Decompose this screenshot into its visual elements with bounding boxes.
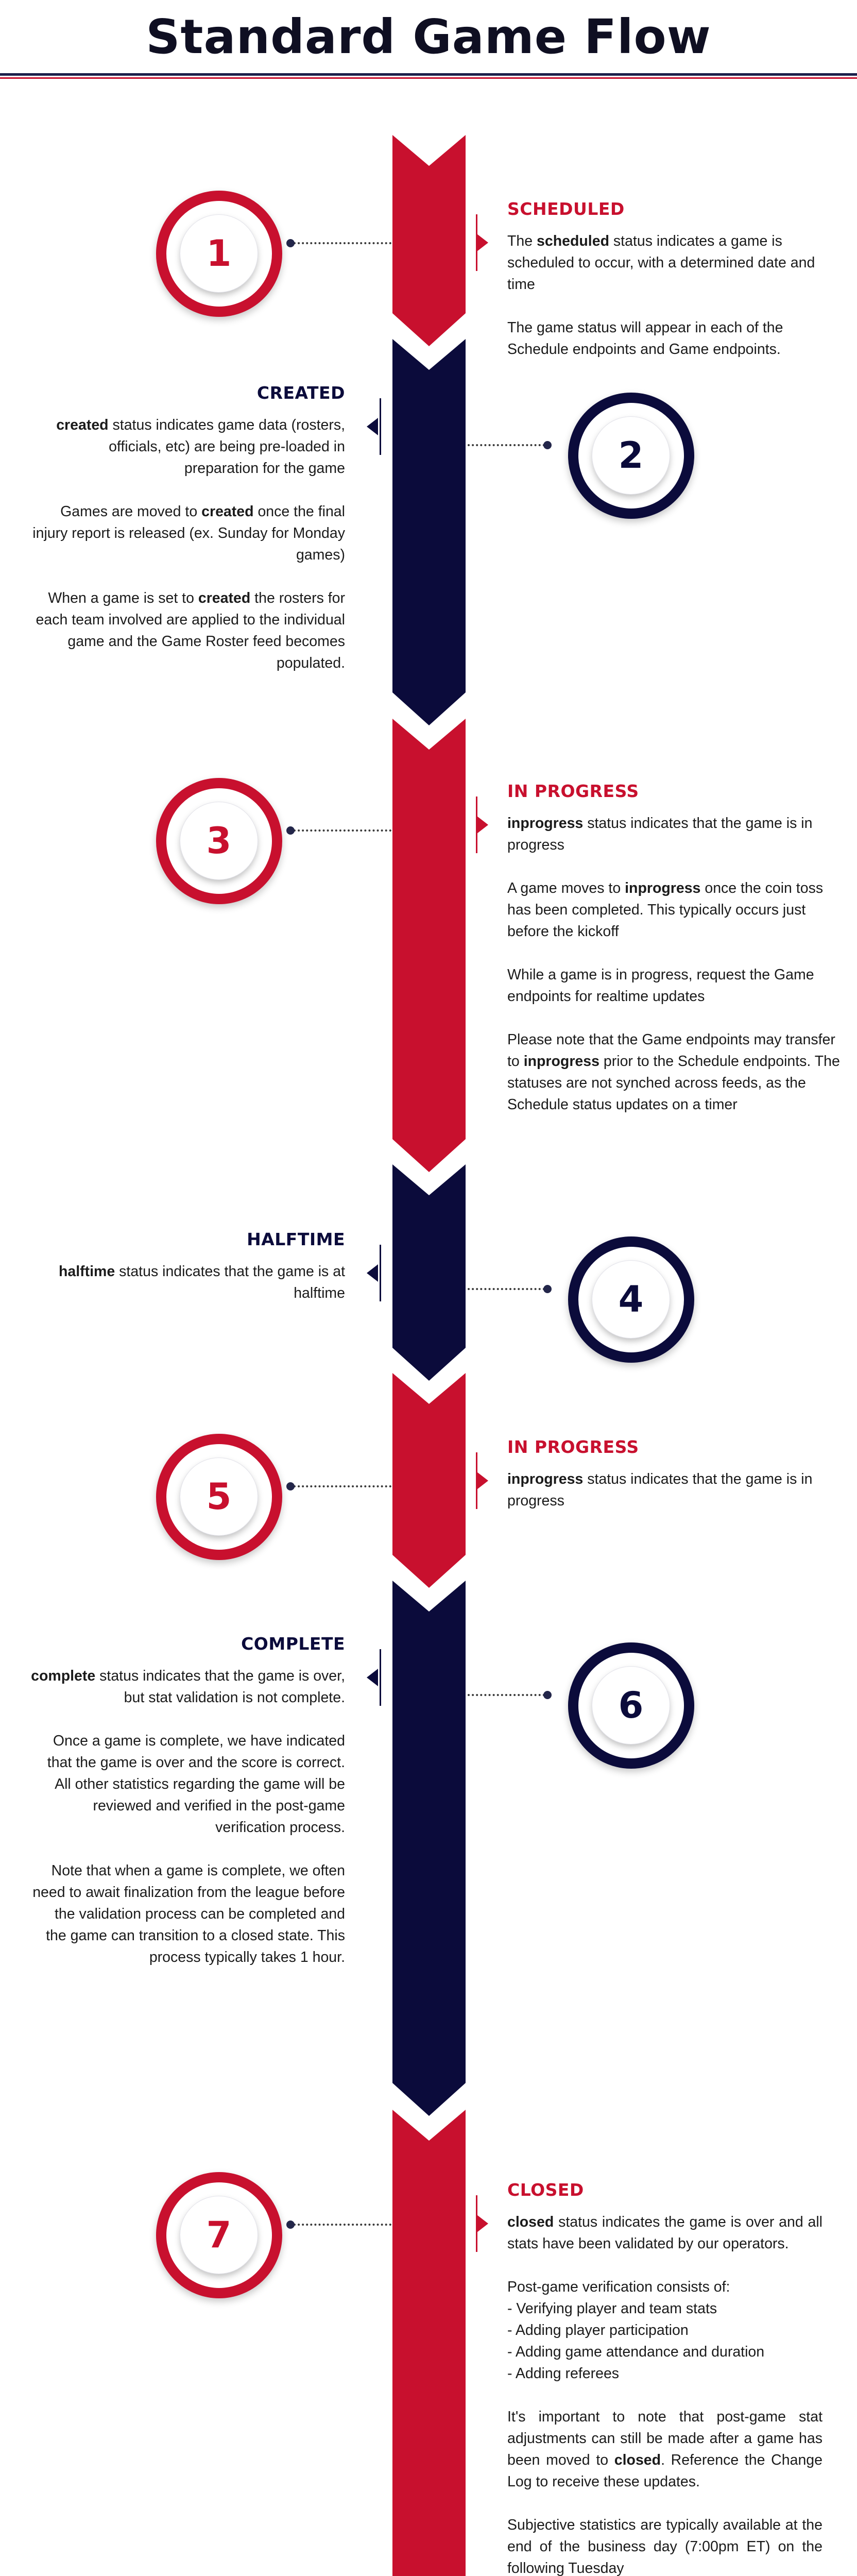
status-keyword: closed: [614, 2452, 661, 2468]
status-keyword: closed: [507, 2214, 554, 2230]
step-paragraph: Once a game is complete, we have indicated that the game is over and the score is correct. All other statistics regarding the game will be reviewed and verified in the post-game verification process.: [47, 1733, 345, 1836]
step-heading: COMPLETE: [241, 1634, 345, 1654]
status-keyword: scheduled: [537, 233, 609, 249]
step-number: 7: [180, 2196, 258, 2274]
pointer-arrow: [367, 418, 378, 435]
connector-dot: [543, 441, 552, 449]
step-number: 3: [180, 802, 258, 879]
spine-chevron-7: [392, 2110, 466, 2576]
connector-dot: [286, 826, 295, 835]
pointer-arrow: [477, 234, 488, 251]
connector-dot: [286, 2221, 295, 2229]
connector-line: [294, 2224, 391, 2226]
pointer-arrow: [477, 1472, 488, 1489]
step-heading: IN PROGRESS: [507, 781, 639, 801]
step-number: 1: [180, 215, 258, 292]
pointer-arrow: [477, 2215, 488, 2232]
step-circle-6: [568, 1642, 694, 1769]
step-paragraph: Note that when a game is complete, we often need to await finalization from the league before the validation process can be completed and the game can transition to a closed state. This process typically takes 1 hour.: [32, 1862, 345, 1965]
step-text-4: [31, 1229, 345, 1304]
connector-line: [468, 1694, 545, 1696]
step-text-3: [507, 781, 842, 1115]
step-heading: CLOSED: [507, 2180, 584, 2200]
step-paragraph: closed status indicates the game is over and all stats have been validated by our operators.: [507, 2214, 822, 2252]
step-paragraph: The game status will appear in each of the Schedule endpoints and Game endpoints.: [507, 319, 783, 358]
step-text-1: [507, 198, 842, 360]
step-circle-7: [156, 2172, 282, 2298]
step-text-7: [507, 2179, 822, 2576]
step-paragraph: When a game is set to created the rosters for each team involved are applied to the individual game and the Game Roster feed becomes populated.: [36, 590, 345, 671]
step-paragraph: While a game is in progress, request the Game endpoints for realtime updates: [507, 967, 814, 1005]
step-paragraph: inprogress status indicates that the game is in progress: [507, 815, 813, 853]
step-paragraph: It's important to note that post-game stat adjustments can still be made after a game has been moved to closed. Reference the Change Log to receive these updates.: [507, 2409, 823, 2490]
pointer-bar: [380, 398, 381, 455]
step-paragraph: A game moves to inprogress once the coin toss has been completed. This typically occurs just before the kickoff: [507, 880, 824, 940]
step-number: 6: [592, 1667, 670, 1744]
step-heading: IN PROGRESS: [507, 1437, 639, 1457]
connector-dot: [543, 1285, 552, 1293]
step-number: 4: [592, 1261, 670, 1338]
status-keyword: created: [56, 417, 109, 433]
spine-chevron-5: [392, 1373, 466, 1588]
pointer-bar: [380, 1245, 381, 1301]
step-number: 5: [180, 1458, 258, 1535]
connector-dot: [286, 1482, 295, 1490]
step-paragraph: Subjective statistics are typically available at the end of the business day (7:00pm ET) on the following Tuesday: [507, 2517, 822, 2576]
step-text-5: [507, 1436, 842, 1512]
step-circle-4: [568, 1236, 694, 1363]
connector-line: [294, 1485, 391, 1487]
status-keyword: inprogress: [523, 1053, 599, 1070]
pointer-arrow: [477, 816, 488, 834]
status-keyword: created: [201, 503, 254, 520]
step-text-2: [31, 382, 345, 674]
spine-chevron-4: [392, 1164, 466, 1381]
status-keyword: inprogress: [625, 880, 701, 896]
connector-line: [294, 829, 391, 832]
step-paragraph: Post-game verification consists of: - Verifying player and team stats - Adding player participation - Adding game attendance and duration - Adding referees: [507, 2279, 765, 2382]
pointer-bar: [380, 1649, 381, 1706]
step-paragraph: complete status indicates that the game is over, but stat validation is not complete.: [31, 1668, 345, 1706]
spine-chevron-6: [392, 1581, 466, 2116]
status-keyword: complete: [31, 1668, 96, 1684]
step-paragraph: halftime status indicates that the game is at halftime: [58, 1263, 345, 1301]
spine-chevron-1: [392, 135, 466, 346]
step-heading: HALFTIME: [247, 1229, 345, 1249]
status-keyword: inprogress: [507, 1471, 584, 1487]
step-circle-2: [568, 393, 694, 519]
step-paragraph: created status indicates game data (rosters, officials, etc) are being pre-loaded in preparation for the game: [56, 417, 345, 477]
page-title: Standard Game Flow: [146, 9, 711, 64]
step-paragraph: inprogress status indicates that the game is in progress: [507, 1471, 813, 1509]
step-circle-5: [156, 1434, 282, 1560]
status-keyword: inprogress: [507, 815, 584, 832]
step-paragraph: Please note that the Game endpoints may transfer to inprogress prior to the Schedule endpoints. The statuses are not synched across feeds, as the Schedule status updates on a timer: [507, 1031, 840, 1113]
connector-dot: [543, 1691, 552, 1699]
status-keyword: halftime: [58, 1263, 115, 1280]
spine-chevron-2: [392, 339, 466, 725]
connector-line: [468, 1288, 545, 1290]
connector-line: [294, 242, 391, 244]
pointer-arrow: [367, 1669, 378, 1686]
pointer-arrow: [367, 1264, 378, 1282]
step-heading: SCHEDULED: [507, 199, 625, 219]
step-paragraph: The scheduled status indicates a game is scheduled to occur, with a determined date and time: [507, 233, 815, 293]
status-keyword: created: [198, 590, 251, 606]
step-paragraph: Games are moved to created once the final injury report is released (ex. Sunday for Monday games): [32, 503, 345, 563]
connector-dot: [286, 239, 295, 247]
step-heading: CREATED: [256, 383, 345, 403]
step-circle-1: [156, 191, 282, 317]
step-text-6: [31, 1633, 345, 1968]
connector-line: [468, 444, 545, 446]
step-number: 2: [592, 417, 670, 494]
spine-chevron-3: [392, 719, 466, 1172]
step-circle-3: [156, 778, 282, 904]
